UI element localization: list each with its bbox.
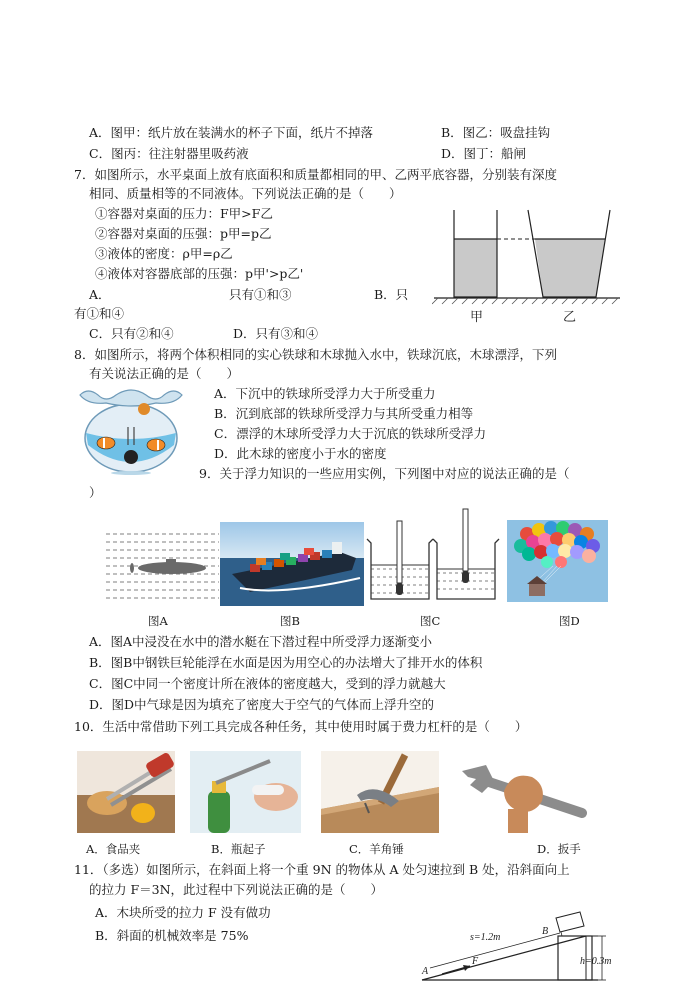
clownfish-right [147, 439, 165, 451]
q11-incline-figure [418, 906, 630, 985]
container-yi-liquid [535, 239, 605, 297]
q10-caption-b: B．瓶起子 [211, 842, 266, 856]
q8-option-a: A．下沉中的铁球所受浮力大于所受重力 [214, 386, 436, 401]
q9-stem-line2: ） [89, 485, 102, 500]
q7-statement-4: ④液体对容器底部的压强：p甲'>p乙' [95, 266, 304, 281]
q8-stem-line1: 8．如图所示，将两个体积相同的实心铁球和木球抛入水中，铁球沉底，木球漂浮，下列 [74, 347, 557, 362]
q7-option-b-part1: B．只 [374, 287, 409, 302]
iron-ball [124, 450, 138, 464]
q8-fishbowl-figure [76, 383, 186, 475]
q9-figure-d-balloons [507, 520, 608, 602]
q9-option-d: D．图D中气球是因为填充了密度大于空气的气体而上浮升空的 [89, 697, 435, 712]
q11-option-b: B．斜面的机械效率是 75% [95, 928, 249, 943]
label-a: A [422, 966, 429, 977]
q9-figure-a-submarine [106, 530, 219, 602]
q9-caption-c: 图C [420, 614, 441, 628]
q6-option-a: A．图甲：纸片放在装满水的杯子下面，纸片不掉落 [89, 125, 374, 140]
q10-figure-wrench [456, 751, 596, 833]
q7-option-d: D．只有③和④ [233, 326, 319, 341]
q6-option-d: D．图丁：船闸 [441, 146, 527, 161]
q7-option-a-label: A． [89, 287, 111, 302]
q7-stem-line2: 相同、质量相等的不同液体。下列说法正确的是（ ） [89, 186, 402, 201]
q6-option-b: B．图乙：吸盘挂钩 [441, 125, 551, 140]
q7-option-a-text: 只有①和③ [229, 287, 292, 302]
q9-option-a: A．图A中浸没在水中的潜水艇在下潜过程中所受浮力逐渐变小 [89, 634, 433, 649]
label-jia: 甲 [470, 309, 484, 324]
q7-option-c: C．只有②和④ [89, 326, 174, 341]
q7-containers-figure [432, 205, 622, 330]
q8-option-c: C．漂浮的木球所受浮力大于沉底的铁球所受浮力 [214, 426, 487, 441]
q8-option-b: B．沉到底部的铁球所受浮力与其所受重力相等 [214, 406, 474, 421]
hydrometer-right [463, 509, 468, 571]
q8-stem-line2: 有关说法正确的是（ ） [89, 366, 240, 381]
q10-figure-food-tongs [77, 751, 175, 833]
clownfish-left [97, 437, 115, 449]
label-b: B [542, 926, 549, 937]
q9-caption-b: 图B [280, 614, 300, 628]
q6-option-c: C．图丙：往注射器里吸药液 [89, 146, 249, 161]
q11-stem-line2: 的拉力 F＝3N，此过程中下列说法正确的是（ ） [89, 882, 384, 897]
flying-house [529, 584, 545, 596]
q10-caption-c: C．羊角锤 [349, 842, 404, 856]
object-at-b [556, 912, 584, 932]
q9-caption-d: 图D [559, 614, 580, 628]
q10-figure-bottle-opener [190, 751, 301, 833]
q11-option-a: A．木块所受的拉力 F 没有做功 [95, 905, 271, 920]
q7-statement-2: ②容器对桌面的压强：p甲=p乙 [95, 226, 272, 241]
q10-figure-claw-hammer [321, 751, 439, 833]
q9-caption-a: 图A [148, 614, 168, 628]
q7-statement-3: ③液体的密度：ρ甲=ρ乙 [95, 246, 233, 261]
bottle [208, 791, 230, 833]
bread [87, 791, 127, 815]
bowl-rim [80, 390, 182, 406]
incline-surface [422, 936, 586, 980]
q10-stem: 10．生活中常借助下列工具完成各种任务，其中使用时属于费力杠杆的是（ ） [74, 719, 528, 734]
q11-stem-line1: 11．（多选）如图所示，在斜面上将一个重 9N 的物体从 A 处匀速拉到 B 处，沿斜面向上 [74, 862, 570, 877]
container-jia-liquid [454, 239, 497, 297]
q9-figure-b-ship [220, 522, 364, 606]
label-f: F [472, 956, 479, 967]
q9-option-c: C．图C中同一个密度计所在液体的密度越大，受到的浮力就越大 [89, 676, 446, 691]
q9-option-b: B．图B中钢铁巨轮能浮在水面是因为用空心的办法增大了排开水的体积 [89, 655, 483, 670]
q10-caption-a: A．食品夹 [86, 842, 141, 856]
q9-stem-line1: 9．关于浮力知识的一些应用实例，下列图中对应的说法正确的是（ [199, 466, 570, 481]
q10-caption-d: D．扳手 [537, 842, 581, 856]
q7-statement-1: ①容器对桌面的压力：F甲>F乙 [95, 206, 273, 221]
label-s: s=1.2m [470, 932, 501, 943]
hydrometer-left [397, 521, 402, 583]
label-h: h=0.3m [580, 956, 612, 967]
label-yi: 乙 [563, 309, 577, 324]
wooden-ball [138, 403, 150, 415]
q7-stem-line1: 7．如图所示，水平桌面上放有底面积和质量都相同的甲、乙两平底容器，分别装有深度 [74, 167, 557, 182]
q7-option-b-part2: 有①和④ [74, 306, 125, 321]
q8-option-d: D．此木球的密度小于水的密度 [214, 446, 387, 461]
q9-figure-c-hydrometers [365, 507, 505, 605]
